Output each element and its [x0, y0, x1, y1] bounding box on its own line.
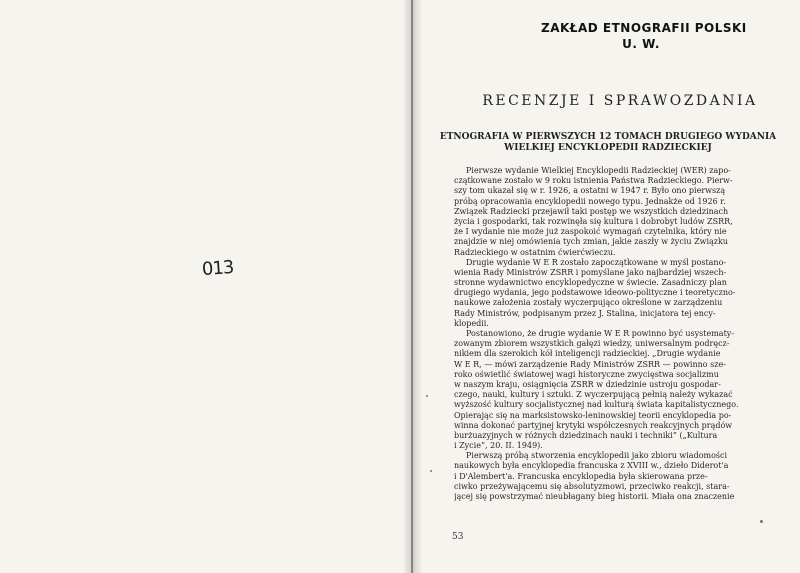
body-text-line: naukowe założenia zostały wyczerpująco określone w zarządzeniu	[454, 298, 723, 308]
body-text-line: burżuazyjnych w różnych dziedzinach nauki i techniki” („Kultura	[454, 430, 718, 440]
handwritten-margin-note: 013	[201, 256, 235, 281]
gutter-shadow-line	[411, 0, 413, 573]
body-text-line: naukowych była encyklopedia francuska z XVIII w., dzieło Diderot'a	[454, 461, 729, 471]
section-title: RECENZJE I SPRAWOZDANIA	[482, 93, 758, 109]
body-text-line: i D'Alembert'a. Francuska encyklopedia była skierowana prze-	[454, 471, 708, 481]
body-text-line: próbą opracowania encyklopedii nowego typu. Jednakże od 1926 r.	[454, 196, 726, 206]
body-text-line: nikiem dla szerokich kół inteligencji radzieckiej. „Drugie wydanie	[454, 349, 721, 359]
body-text-line: w naszym kraju, osiągnięcia ZSRR w dziedzinie ustroju gospodar-	[454, 379, 721, 389]
article-title-line-2: WIELKIEJ ENCYKLOPEDII RADZIECKIEJ	[504, 143, 712, 153]
book-gutter	[404, 0, 422, 573]
body-text-line: Pierwsze wydanie Wielkiej Encyklopedii Radzieckiej (WER) zapo-	[466, 166, 731, 175]
body-text-line: ciwko przeżywającemu się absolutyzmowi, przeciwko reakcji, stara-	[454, 481, 730, 491]
page-number: 53	[452, 532, 464, 542]
body-text-line: klopedii.	[454, 318, 489, 328]
scan-speck	[430, 470, 432, 472]
scan-speck	[426, 395, 428, 397]
article-title-line-1: ETNOGRAFIA W PIERWSZYCH 12 TOMACH DRUGIEGO WYDANIA	[439, 132, 777, 142]
body-text-line: czątkowane zostało w 9 roku istnienia Państwa Radzieckiego. Pierw-	[454, 176, 733, 186]
stamp-line-1: ZAKŁAD ETNOGRAFII POLSKI	[541, 21, 747, 35]
library-stamp	[541, 20, 747, 52]
body-text-line: W E R, — mówi zarządzenie Rady Ministrów ZSRR — powinno sze-	[454, 359, 726, 369]
scan-speck	[760, 520, 763, 523]
body-text-line: wienia Rady Ministrów ZSRR i pomyślane jako najbardziej wszech-	[454, 267, 727, 277]
stamp-line-2: U. W.	[622, 37, 660, 51]
body-text-line: zowanym zbiorem wszystkich gałęzi wiedzy, uniwersalnym podręcz-	[454, 339, 730, 349]
body-text-line: Związek Radziecki przejawił taki postęp we wszystkich dziedzinach	[454, 206, 729, 216]
body-text-line: Radzieckiego w ostatnim ćwierćwieczu.	[454, 247, 616, 257]
body-text-line: i Życie”, 20. II. 1949).	[454, 441, 543, 451]
body-text-line: Pierwszą próbą stworzenia encyklopedii jako zbioru wiadomości	[466, 451, 728, 461]
body-text-line: że I wydanie nie może już zaspokoić wymagań czytelnika, który nie	[454, 227, 727, 237]
body-text-line: szy tom ukazał się w r. 1926, a ostatni w 1947 r. Było ono pierwszą	[454, 186, 726, 196]
body-text-line: Rady Ministrów, podpisanym przez J. Stalina, inicjatora tej ency-	[454, 308, 716, 318]
body-text-line: Drugie wydanie W E R zostało zapoczątkowane w myśl postano-	[466, 257, 727, 267]
article-body	[454, 166, 764, 502]
body-text-line: znajdzie w niej omówienia tych zmian, jakie zaszły w życiu Związku	[454, 237, 729, 247]
body-text-line: roko oświetlić światowej wagi historyczne zwycięstwa socjalizmu	[454, 369, 719, 379]
body-text-line: czego, nauki, kultury i sztuki. Z wyczerpującą pełnią należy wykazać	[454, 390, 733, 400]
body-text-line: stronne wydawnictwo encyklopedyczne w świecie. Zasadniczy plan	[454, 278, 727, 288]
article-title	[428, 132, 788, 154]
body-text-line: życia i gospodarki, tak rozwinęła się kultura i dobrobyt ludów ZSRR,	[454, 216, 733, 226]
body-text-line: jącej się powstrzymać nieubłagany bieg historii. Miała ona znaczenie	[454, 492, 735, 501]
body-text-line: Postanowiono, że drugie wydanie W E R powinno być usystematy-	[466, 329, 735, 338]
body-text-line: winna dokonać partyjnej krytyki współczesnych reakcyjnych prądów	[454, 420, 733, 430]
body-text-line: drugiego wydania, jego podstawowe ideowo-polityczne i teoretyczno-	[454, 288, 736, 298]
body-text-line: wyższość kultury socjalistycznej nad kulturą świata kapitalistycznego.	[454, 400, 739, 410]
body-text-line: Opierając się na marksistowsko-leninowskiej teorii encyklopedia po-	[454, 410, 732, 420]
